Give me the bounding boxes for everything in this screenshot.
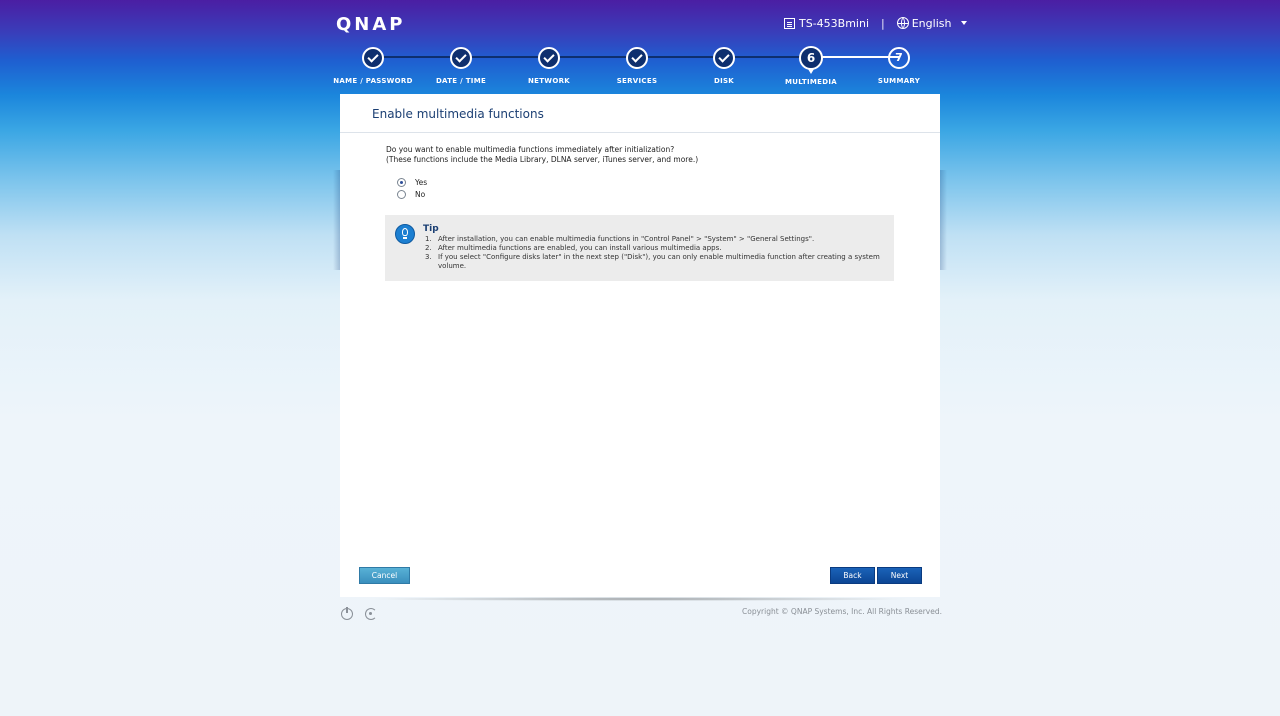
power-icon[interactable]: [341, 608, 353, 620]
radio-label[interactable]: Yes: [415, 178, 428, 187]
language-selector[interactable]: English: [911, 16, 952, 30]
refresh-icon[interactable]: [365, 608, 377, 620]
radio-button[interactable]: [397, 190, 406, 199]
question-line: (These functions include the Media Library, DLNA server, iTunes server, and more.): [386, 155, 699, 164]
device-name: TS-453Bmini: [799, 16, 870, 30]
list-item: [425, 244, 885, 253]
cancel-button[interactable]: Cancel: [359, 567, 410, 584]
step-number: 6: [799, 46, 823, 70]
lightbulb-icon: [395, 224, 415, 244]
step-label: NAME / PASSWORD: [333, 77, 413, 85]
step-summary: [839, 40, 959, 85]
back-button[interactable]: Back: [830, 567, 875, 584]
check-icon: [450, 47, 472, 69]
tip-text: If you select "Configure disks later" in the next step ("Disk"), you can only enable multimedia function after creating a system volume.: [438, 253, 880, 270]
panel-shadow: [940, 170, 947, 270]
page-title: Enable multimedia functions: [340, 94, 940, 133]
step-label: DISK: [713, 77, 735, 85]
header-separator: |: [881, 16, 885, 30]
wizard-panel: [340, 94, 940, 597]
tip-title: Tip: [423, 224, 439, 234]
list-item: [425, 253, 885, 271]
step-label: SUMMARY: [877, 77, 921, 85]
tip-box: [385, 215, 894, 281]
step-label: SERVICES: [616, 77, 658, 85]
radio-label[interactable]: No: [415, 190, 426, 199]
panel-shadow: [365, 597, 915, 601]
tip-number: 3.: [425, 253, 432, 261]
radio-yes[interactable]: [397, 178, 427, 187]
tip-number: 2.: [425, 244, 432, 252]
tip-number: 1.: [425, 235, 432, 243]
step-label: MULTIMEDIA: [785, 78, 837, 86]
wizard-progress: [320, 40, 960, 90]
check-icon: [362, 47, 384, 69]
tip-text: After installation, you can enable multimedia functions in "Control Panel" > "System" > "General Settings".: [438, 235, 815, 243]
tip-text: After multimedia functions are enabled, you can install various multimedia apps.: [438, 244, 722, 252]
globe-icon[interactable]: [897, 17, 909, 29]
header-controls: [784, 15, 967, 31]
radio-button[interactable]: [397, 178, 406, 187]
device-icon: [784, 18, 795, 29]
check-icon: [626, 47, 648, 69]
check-icon: [538, 47, 560, 69]
step-number: 7: [888, 47, 910, 69]
tip-list: [425, 235, 885, 271]
next-button[interactable]: Next: [877, 567, 922, 584]
question-text: [386, 145, 698, 165]
list-item: [425, 235, 885, 244]
copyright-text: Copyright © QNAP Systems, Inc. All Rights Reserved.: [742, 607, 942, 616]
qnap-logo: QNAP: [336, 14, 406, 35]
check-icon: [713, 47, 735, 69]
question-line: Do you want to enable multimedia functions immediately after initialization?: [386, 145, 675, 154]
chevron-down-icon[interactable]: [961, 21, 967, 25]
step-label: NETWORK: [527, 77, 570, 85]
radio-no[interactable]: [397, 190, 425, 199]
panel-shadow: [333, 170, 340, 270]
step-label: DATE / TIME: [435, 77, 487, 85]
